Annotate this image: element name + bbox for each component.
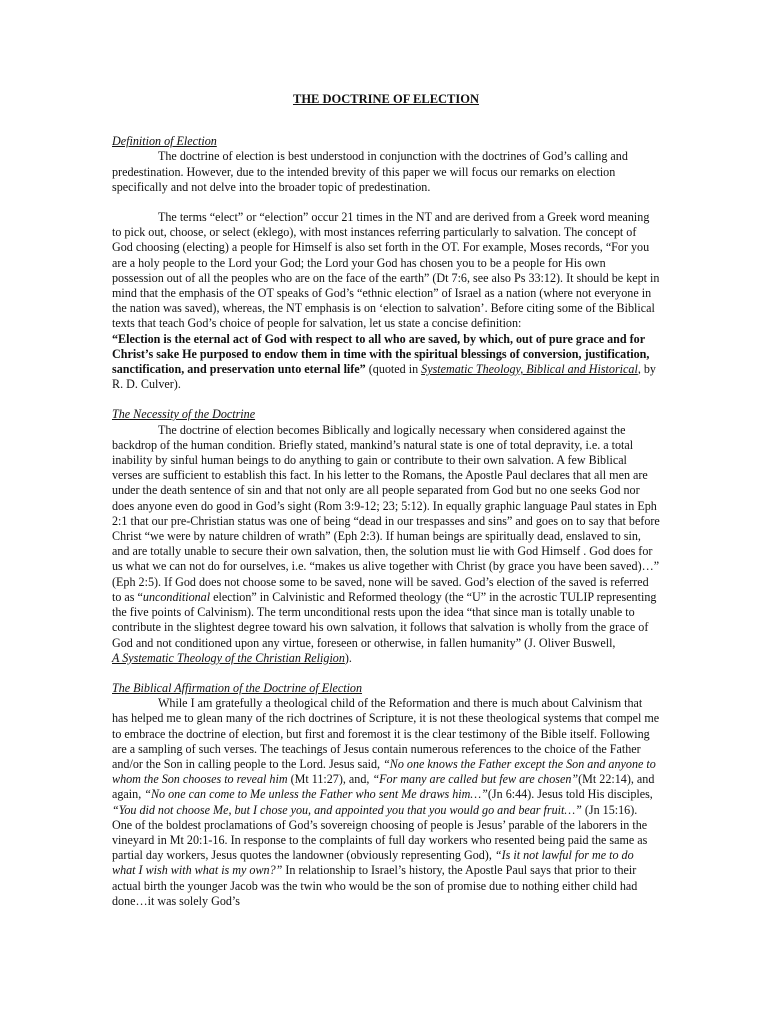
affirmation-text-1: While I am gratefully a theological child of the Reformation and there is much about Calvinism that has helped me to glean many of the rich doctrines of Scripture, it is not these theological systems that compel me to embrace the doctrine of election, but first and foremost it is the clear testimony of the Bible itself. Following are a sampling of such verses. The teachings of Jesus contain numerous references to the choice of the Father and/or the Son in calling people to the Lord. Jesus said, [112, 696, 660, 771]
unconditional-term: unconditional [142, 589, 211, 604]
paragraph-necessity [112, 423, 660, 666]
affirmation-text-4: (Jn 6:44). Jesus told His disciples, [487, 787, 653, 802]
quote-mt-20: “Is it not lawful for me to do what I wish with what is my own?” [112, 848, 634, 878]
affirmation-text-6: In relationship to Israel’s history, the Apostle Paul says that prior to their actual birth the younger Jacob was the twin who would be the son of promise due to nothing either child had done…it was solely God’s [112, 863, 638, 908]
necessity-text-a: The doctrine of election becomes Biblically and logically necessary when considered against the backdrop of the human condition. Briefly stated, mankind’s natural state is one of total depravity, i.e. a total inability by sinful human beings to do anything to gain or contribute to their own salvation. A few Biblical verses are sufficient to establish this fact. In his letter to the Romans, the Apostle Paul declares that all men are under the death sentence of sin and that not only are all people separated from God but no one seeks God nor does anyone even do good in God’s sight (Rom 3:9-12; 23; 5:12). In equally graphic language Paul states in Eph 2:1 that our pre-Christian status was one of being “dead in our trespasses and sins” and goes on to say that before Christ “we were by nature children of wrath” (Eph 2:3). If human beings are spiritually dead, enslaved to sin, and are totally unable to secure their own salvation, then, the solution must lie with God Himself . God does for us what we can not do for ourselves, i.e. “makes us alive together with Christ (by grace you have been saved)…” (Eph 2:5). If God does not choose some to be saved, none will be saved. God’s election of the saved is referred to as “ [112, 422, 660, 604]
paragraph-definition-quote [112, 332, 660, 393]
affirmation-text-3: (Mt 22:14), and again, [112, 772, 655, 802]
document-page [112, 92, 660, 909]
quote-jn-15-16: “You did not choose Me, but I chose you, and appointed you that you would go and bear fruit…” [112, 802, 582, 817]
affirmation-text-2: (Mt 11:27), and, [287, 772, 373, 787]
quote-mt-11-27: “No one knows the Father except the Son and anyone to whom the Son chooses to reveal him [112, 756, 656, 787]
buswell-book-title: A Systematic Theology of the Christian Religion [112, 650, 345, 665]
definition-book-title: Systematic Theology, Biblical and Historical [421, 362, 638, 377]
paragraph-definition-intro: The doctrine of election is best understood in conjunction with the doctrines of God’s calling and predestination. However, due to the intended brevity of this paper we will focus our remarks on election specifically and not delve into the broader topic of predestination. [112, 149, 628, 194]
section-heading-necessity: The Necessity of the Doctrine [112, 407, 256, 422]
definition-author: , by R. D. Culver). [112, 362, 656, 392]
necessity-text-b: election” in Calvinistic and Reformed theology (the “U” in the acrostic TULIP representing the five points of Calvinism). The term unconditional rests upon the idea “that since man is totally unable to contribute in the slightest degree toward his own salvation, it follows that salvation is wholly from the grace of God and not conditioned upon any virtue, foreseen or otherwise, in fallen humanity” (J. Oliver Buswell, [112, 589, 657, 650]
affirmation-text-5: (Jn 15:16). One of the boldest proclamations of God’s sovereign choosing of people is Jesus’ parable of the laborers in the vineyard in Mt 20:1-16. In response to the complaints of full day workers who resented being paid the same as partial day workers, Jesus quotes the landowner (obviously representing God), [112, 802, 648, 863]
quote-mt-22-14: “For many are called but few are chosen” [372, 772, 579, 787]
necessity-end: ). [344, 650, 352, 665]
section-heading-definition: Definition of Election [112, 134, 217, 149]
paragraph-terms: The terms “elect” or “election” occur 21 times in the NT and are derived from a Greek word meaning to pick out, choose, or select (eklego), with most instances referring particularly to salvation. The concept of God choosing (electing) a people for Himself is also set forth in the OT. For example, Moses records, “For you are a holy people to the Lord your God; the Lord your God has chosen you to be a people for His own possession out of all the peoples who are on the face of the earth” (Dt 7:6, see also Ps 33:12). It should be kept in mind that the emphasis of the OT speaks of God’s “ethnic election” of Israel as a nation (where not everyone in the nation was saved), whereas, the NT emphasis is on ‘election to salvation’. Before citing some of the Biblical texts that teach God’s choice of people for salvation, let us state a concise definition: [112, 210, 660, 331]
section-heading-affirmation: The Biblical Affirmation of the Doctrine of Election [112, 680, 363, 695]
quote-jn-6-44: “No one can come to Me unless the Father who sent Me draws him…” [144, 787, 488, 802]
paragraph-affirmation [112, 696, 660, 909]
document-title: THE DOCTRINE OF ELECTION [292, 92, 480, 106]
definition-bold-quote: “Election is the eternal act of God with respect to all who are saved, by which, out of pure grace and for Christ’s sake He purposed to endow them in time with the spiritual blessings of conversion, justification, sanctification, and preservation unto eternal life” [112, 331, 650, 377]
definition-quoted-in: (quoted in [365, 362, 422, 377]
